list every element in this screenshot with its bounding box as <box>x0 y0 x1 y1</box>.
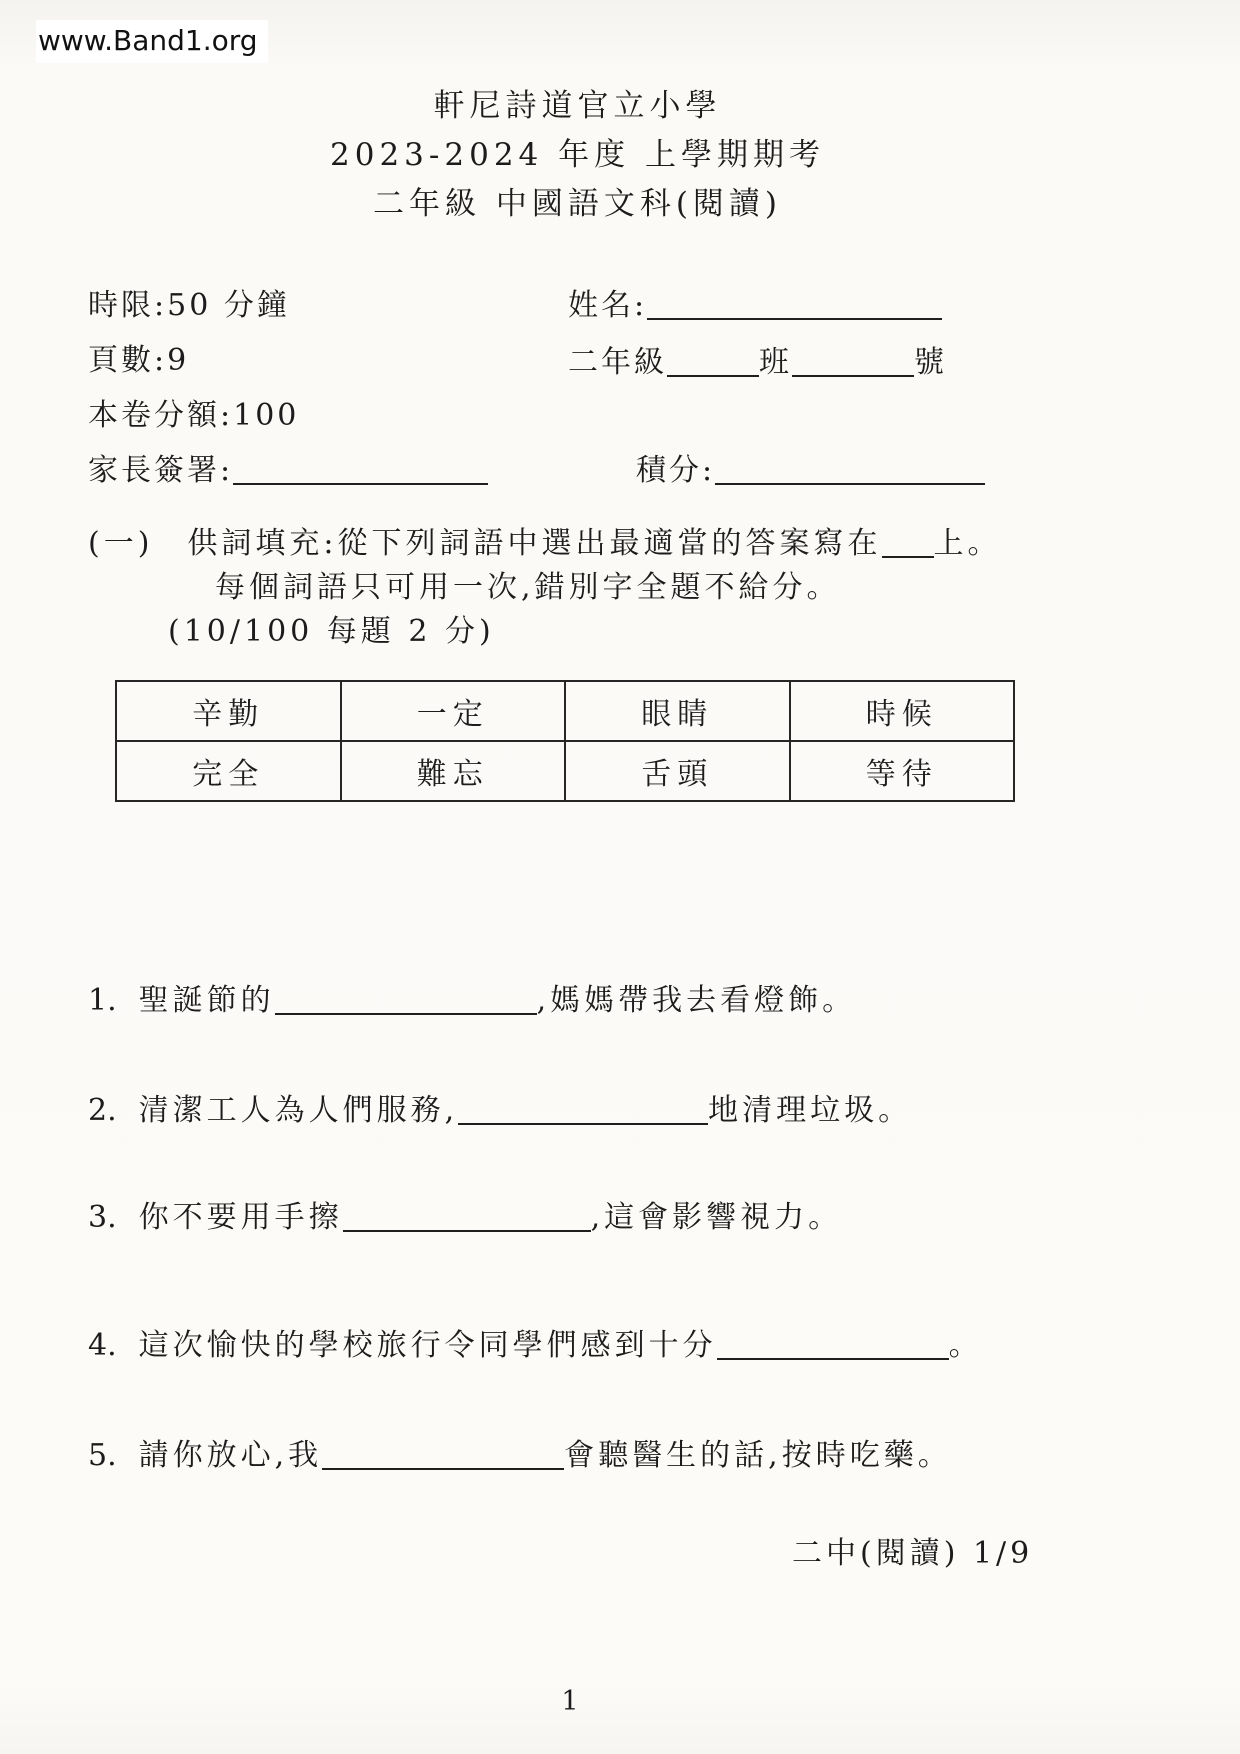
page-count-label: 頁數:9 <box>88 343 190 378</box>
name-blank <box>647 290 942 321</box>
time-limit-label: 時限:50 分鐘 <box>88 288 290 323</box>
section-one-line1 <box>88 518 1002 562</box>
question-number: 4. <box>88 1328 117 1363</box>
word-bank-row <box>116 681 1014 741</box>
question-text-before: 聖誕節的 <box>138 983 275 1018</box>
name-label: 姓名: <box>568 288 648 323</box>
section-one-marks-note: (10/100 每題 2 分) <box>168 614 495 649</box>
question-blank <box>717 1330 949 1361</box>
question-text-before: 清潔工人為人們服務, <box>138 1093 459 1128</box>
word-cell: 眼睛 <box>565 681 790 741</box>
question-row <box>88 1430 952 1474</box>
section-one-line2: 每個詞語只可用一次,錯別字全題不給分。 <box>215 570 841 605</box>
question-blank <box>322 1440 564 1471</box>
question-text-after: ,媽媽帶我去看燈飾。 <box>536 983 857 1018</box>
word-cell: 難忘 <box>341 741 566 801</box>
watermark-url: www.Band1.org <box>36 20 268 63</box>
question-blank <box>458 1095 708 1126</box>
name-line <box>568 280 942 324</box>
number-suffix: 號 <box>914 345 947 380</box>
word-cell: 等待 <box>790 741 1015 801</box>
instruction-blank <box>882 528 934 559</box>
score-line <box>636 445 985 489</box>
question-row <box>88 1192 842 1236</box>
parent-signature-blank <box>233 455 488 486</box>
page-number: 1 <box>561 1686 579 1717</box>
question-text-before: 這次愉快的學校旅行令同學們感到十分 <box>138 1328 717 1363</box>
question-number: 1. <box>88 983 117 1018</box>
grade-subject: 二年級 中國語文科(閱讀) <box>372 186 783 222</box>
question-text-after: 。 <box>948 1328 983 1363</box>
word-cell: 一定 <box>341 681 566 741</box>
question-row <box>88 975 856 1019</box>
score-label: 積分: <box>636 453 716 488</box>
question-text-after: 會聽醫生的話,按時吃藥。 <box>564 1438 952 1473</box>
section-one-instruction-after: 上。 <box>933 526 1002 561</box>
number-blank <box>792 347 914 378</box>
class-number-line <box>568 337 947 381</box>
question-row <box>88 1320 983 1364</box>
word-cell: 辛勤 <box>116 681 341 741</box>
question-number: 2. <box>88 1093 117 1128</box>
class-suffix: 班 <box>759 345 792 380</box>
footer-section-page-label: 二中(閱讀) 1/9 <box>792 1536 1034 1571</box>
school-name: 軒尼詩道官立小學 <box>433 88 722 124</box>
word-cell: 時候 <box>790 681 1015 741</box>
exam-session: 2023-2024 年度 上學期期考 <box>330 137 825 173</box>
question-text-after: 地清理垃圾。 <box>708 1093 913 1128</box>
word-bank-table <box>115 680 1015 802</box>
total-marks-label: 本卷分額:100 <box>88 398 300 433</box>
title-block <box>0 82 1155 229</box>
section-one-number: (一) <box>88 526 154 561</box>
question-text-before: 請你放心,我 <box>138 1438 323 1473</box>
question-text-before: 你不要用手擦 <box>138 1200 343 1235</box>
grade-prefix: 二年級 <box>568 345 667 380</box>
word-cell: 完全 <box>116 741 341 801</box>
question-blank <box>275 985 537 1016</box>
parent-signature-line <box>88 445 488 489</box>
question-blank <box>343 1202 591 1233</box>
question-text-after: ,這會影響視力。 <box>590 1200 843 1235</box>
word-bank-row <box>116 741 1014 801</box>
question-number: 3. <box>88 1200 117 1235</box>
parent-signature-label: 家長簽署: <box>88 453 234 488</box>
question-number: 5. <box>88 1438 117 1473</box>
word-cell: 舌頭 <box>565 741 790 801</box>
score-blank <box>715 455 985 486</box>
question-row <box>88 1085 912 1129</box>
class-blank <box>667 347 759 378</box>
section-one-instruction-before: 供詞填充:從下列詞語中選出最適當的答案寫在 <box>187 526 882 561</box>
